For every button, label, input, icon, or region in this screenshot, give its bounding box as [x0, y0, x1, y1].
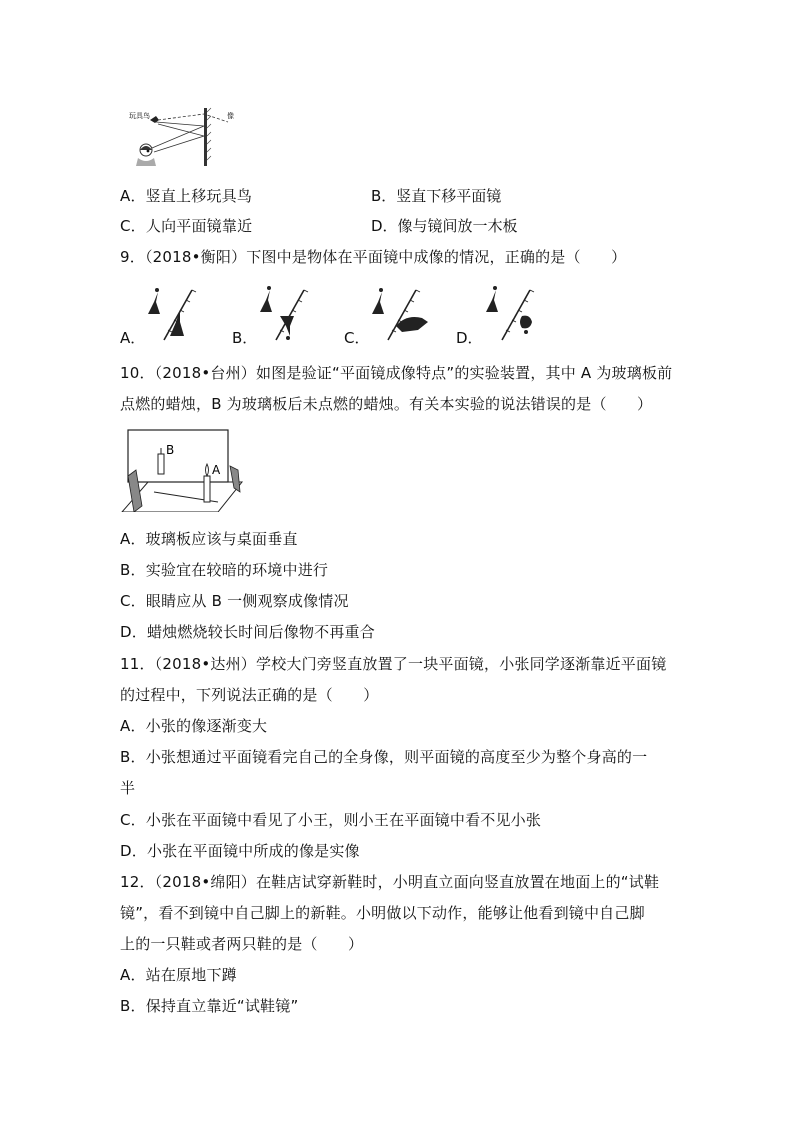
q10-apparatus-diagram [118, 426, 246, 512]
stand-left [128, 470, 142, 512]
q10-option-d: D．蜡烛燃烧较长时间后像物不再重合 [120, 623, 375, 641]
q9-option-c-figure [368, 286, 438, 346]
q10-option-c: C．眼睛应从 B 一侧观察成像情况 [120, 592, 349, 610]
q10-stem-line-2: 点燃的蜡烛，B 为玻璃板后未点燃的蜡烛。有关本实验的说法错误的是（ ） [120, 395, 653, 413]
q9-option-a-figure [144, 286, 204, 346]
q10-option-b: B．实验宜在较暗的环境中进行 [120, 561, 329, 579]
q11-stem-line-1: 11．（2018•达州）学校大门旁竖直放置了一块平面镜，小张同学逐渐靠近平面镜 [120, 655, 667, 673]
q10-figure [118, 426, 246, 512]
q9-option-a-label: A． [120, 329, 146, 347]
q8-figure [128, 106, 240, 168]
q10-option-a: A．玻璃板应该与桌面垂直 [120, 530, 298, 548]
q8-option-b: B．竖直下移平面镜 [371, 187, 502, 205]
q11-option-b-continued: 半 [120, 779, 136, 797]
candle-a-label: A [212, 463, 221, 477]
ray-1 [158, 114, 228, 122]
q9-option-b-figure [256, 286, 316, 346]
q12-stem-line-2: 镜”，看不到镜中自己脚上的新鞋。小明做以下动作，能够让他看到镜中自己脚 [120, 904, 645, 922]
q8-mirror [204, 108, 207, 166]
stand-right [230, 466, 240, 492]
q8-option-d: D．像与镜间放一木板 [371, 217, 518, 235]
q11-stem-line-2: 的过程中，下列说法正确的是（ ） [120, 686, 379, 704]
q8-option-c: C．人向平面镜靠近 [120, 217, 253, 235]
q11-option-b: B．小张想通过平面镜看完自己的全身像，则平面镜的高度至少为整个身高的一 [120, 748, 648, 766]
q9-option-b-label: B． [232, 329, 258, 347]
q9-option-c-label: C． [344, 329, 370, 347]
candle-b [158, 448, 164, 474]
ray-3 [154, 124, 204, 152]
q8-label-toy-bird: 玩具鸟 [129, 112, 150, 120]
q12-stem-line-1: 12．（2018•绵阳）在鞋店试穿新鞋时，小明直立面向竖直放置在地面上的“试鞋 [120, 873, 660, 891]
q9-stem: 9．（2018•衡阳）下图中是物体在平面镜中成像的情况，正确的是（ ） [120, 248, 627, 266]
q12-stem-line-3: 上的一只鞋或者两只鞋的是（ ） [120, 935, 364, 953]
q11-option-d: D．小张在平面镜中所成的像是实像 [120, 842, 360, 860]
q10-stem-line-1: 10．（2018•台州）如图是验证“平面镜成像特点”的实验装置，其中 A 为玻璃板前 [120, 364, 673, 382]
q8-option-a: A．竖直上移玩具鸟 [120, 187, 253, 205]
candle-a [204, 464, 210, 502]
candle-b-label: B [166, 443, 175, 457]
q8-label-image: 像 [227, 112, 234, 120]
q11-option-a: A．小张的像逐渐变大 [120, 717, 268, 735]
q9-option-d-label: D． [456, 329, 483, 347]
q12-option-a: A．站在原地下蹲 [120, 966, 237, 984]
q9-option-d-figure [480, 286, 540, 346]
q8-diagram [128, 106, 240, 168]
q11-option-c: C．小张在平面镜中看见了小王，则小王在平面镜中看不见小张 [120, 811, 542, 829]
q12-option-b: B．保持直立靠近“试鞋镜” [120, 997, 299, 1015]
